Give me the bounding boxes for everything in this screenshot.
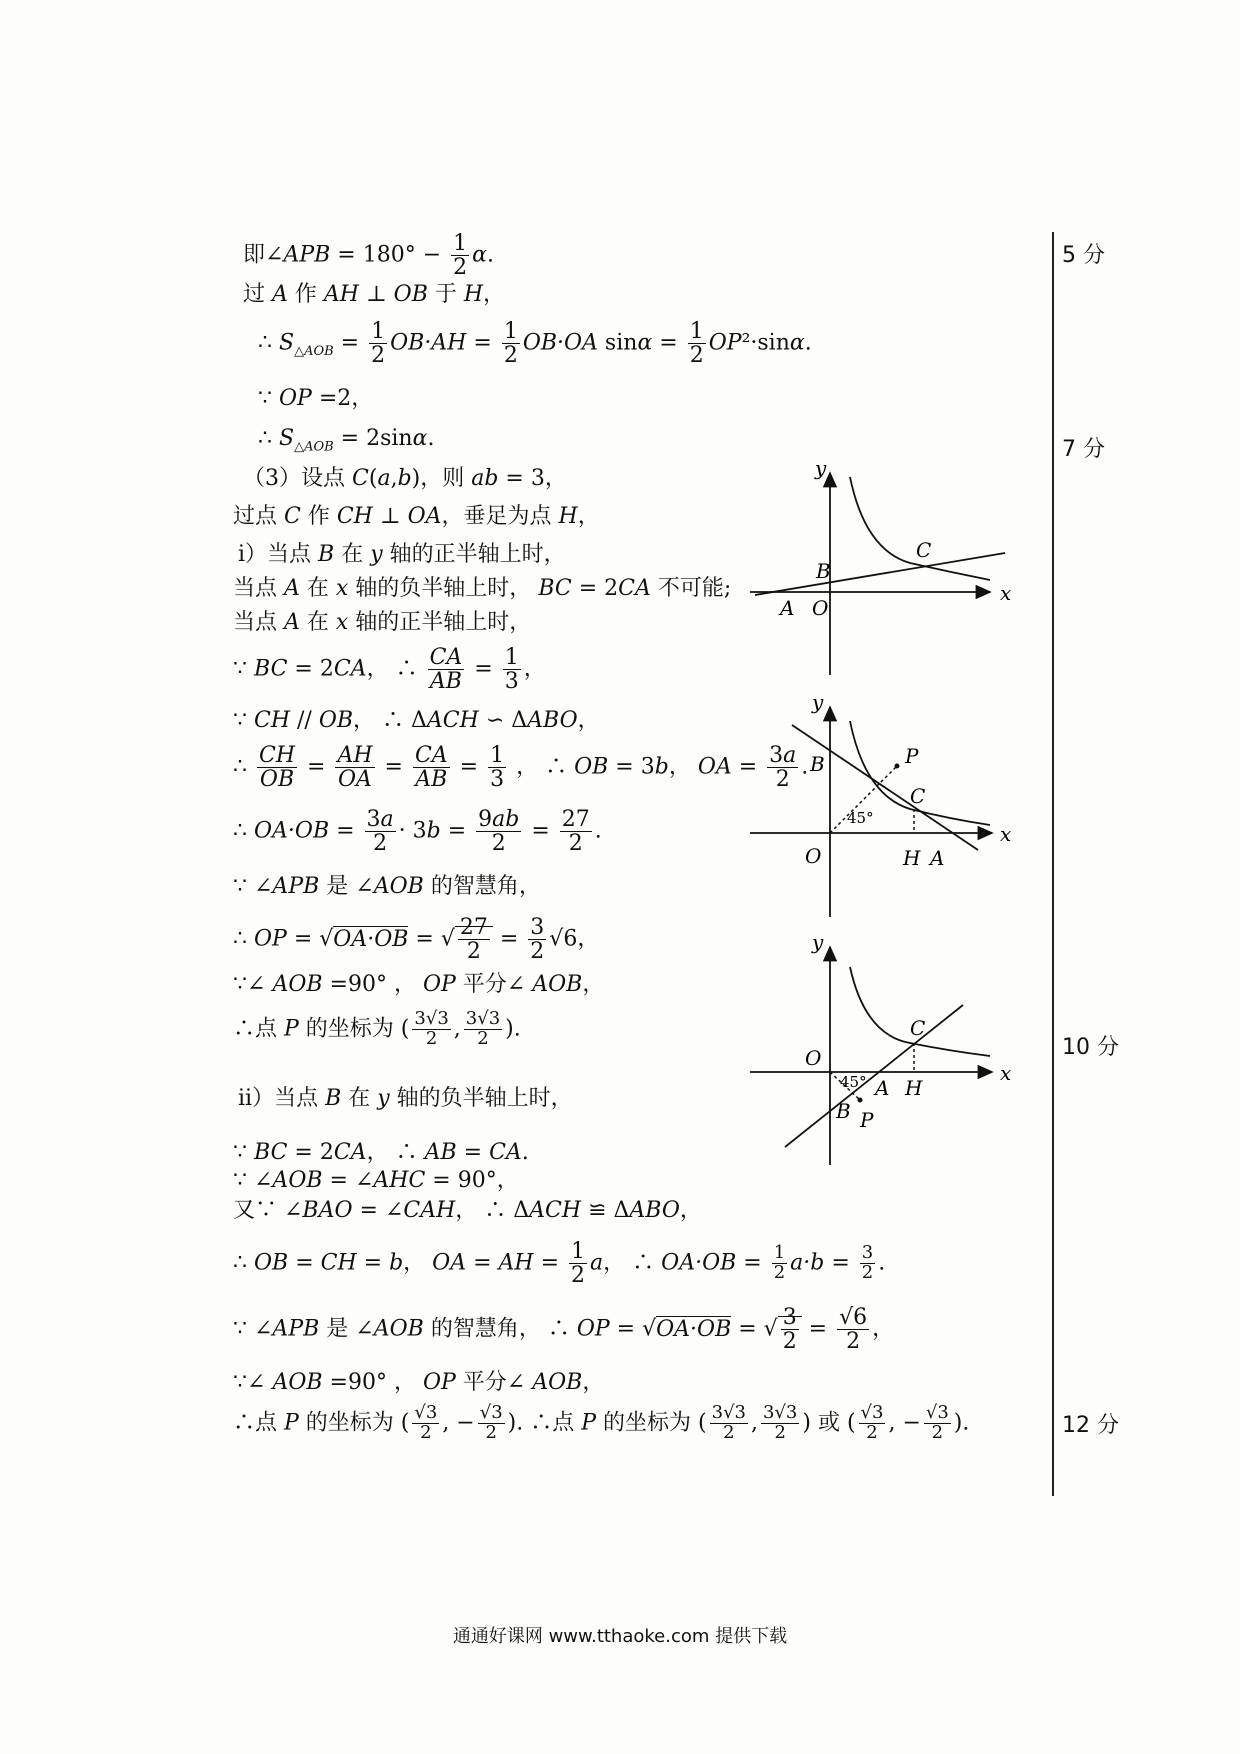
line-12: ∵ CH // OB， ∴ ΔACH ∽ ΔABO， [233, 708, 600, 733]
fig1-label-C: C [916, 538, 932, 562]
line-25: ∵∠ AOB =90° ， OP 平分∠ AOB， [233, 1370, 605, 1395]
line-14: ∴ OA·OB = $\frac{3a}{2}$ · 3b = $\frac{9ab}{2}$ = $\frac{27}{2}$ . [233, 807, 602, 857]
score-10: 10 分 [1062, 1035, 1119, 1060]
line-8: ⅰ）当点 B 在 y 轴的正半轴上时， [238, 542, 566, 567]
score-7: 7 分 [1062, 437, 1105, 462]
line-13: ∴ $\frac{CH}{OB}$ = $\frac{AH}{OA}$ = $\frac{CA}{AB}$ = $\frac{1}{3}$ ， ∴ OB = 3b， OA = $\frac{3a}{2}$ . [233, 743, 809, 793]
line-4: ∵ OP =2， [258, 386, 374, 411]
fig1-label-x: x [1000, 581, 1012, 605]
figure-3 [750, 930, 1020, 1170]
fig2-label-B: B [810, 752, 825, 776]
line-17: ∵∠ AOB =90° ， OP 平分∠ AOB， [233, 972, 605, 997]
line-21: ∵ ∠AOB = ∠AHC = 90°， [233, 1168, 519, 1193]
fig3-label-H: H [905, 1076, 923, 1100]
figure-2 [750, 690, 1020, 925]
fig3-label-x: x [1000, 1061, 1012, 1085]
line-2: 过 A 作 AH ⊥ OB 于 H， [243, 282, 506, 307]
line-18: ∴点 P 的坐标为 ( $\frac{3√3}{2}$ , $\frac{3√3}{2}$ ). [233, 1008, 521, 1049]
score-divider [1052, 232, 1054, 1496]
line-1: 即∠APB = 180° − $\frac{1}{2}$ α. [243, 231, 495, 281]
fig2-label-x: x [1000, 822, 1012, 846]
fig3-label-y: y [812, 930, 824, 954]
fig2-label-y: y [812, 690, 824, 714]
fig1-label-A: A [780, 596, 795, 620]
fig3-label-angle: 45° [840, 1073, 867, 1091]
line-9: 当点 A 在 x 轴的负半轴上时， BC = 2CA 不可能; [233, 576, 732, 601]
line-3: ∴ $S_{\triangle AOB}$ = $\frac{1}{2}$ OB·AH = $\frac{1}{2}$ OB·OA sinα = $\frac{1}{2}$ OP²·sinα. [258, 319, 812, 369]
fig3-label-O: O [805, 1046, 822, 1070]
line-7: 过点 C 作 CH ⊥ OA，垂足为点 H， [233, 504, 600, 529]
line-16: ∴ OP = √OA·OB = √ $\frac{27}{2}$ = $\frac{3}{2}$ √6， [233, 915, 600, 965]
fig3-label-C: C [910, 1016, 926, 1040]
line-23: ∴ OB = CH = b， OA = AH = $\frac{1}{2}$ a， ∴ OA·OB = $\frac{1}{2}$ a·b = $\frac{3}{2}$ . [233, 1239, 886, 1289]
fig3-label-B: B [836, 1099, 851, 1123]
fig2-label-angle: 45° [847, 809, 874, 827]
line-20: ∵ BC = 2CA， ∴ AB = CA. [233, 1140, 529, 1165]
line-11: ∵ BC = 2CA， ∴ $\frac{CA}{AB}$ = $\frac{1}{3}$ ， [233, 645, 546, 695]
line-6: （3）设点 C(a,b)，则 ab = 3， [243, 466, 567, 491]
figure-1 [750, 455, 1020, 685]
score-12: 12 分 [1062, 1413, 1119, 1438]
fig2-label-P: P [905, 744, 919, 768]
fig3-label-P: P [860, 1108, 874, 1132]
fig2-label-O: O [805, 844, 822, 868]
line-24: ∵ ∠APB 是 ∠AOB 的智慧角， ∴ OP = √OA·OB = √ $\frac{3}{2}$ = $\frac{√6}{2}$ ， [233, 1305, 895, 1355]
fig1-label-B: B [816, 559, 831, 583]
line-10: 当点 A 在 x 轴的正半轴上时， [233, 610, 532, 635]
line-22: 又∵ ∠BAO = ∠CAH， ∴ ΔACH ≌ ΔABO， [233, 1198, 702, 1223]
line-15: ∵ ∠APB 是 ∠AOB 的智慧角， [233, 874, 541, 899]
fig3-label-A: A [875, 1076, 890, 1100]
score-5: 5 分 [1062, 243, 1105, 268]
fig2-label-A: A [930, 846, 945, 870]
page-footer: 通通好课网 www.tthaoke.com 提供下载 [452, 1626, 788, 1647]
fig2-label-H: H [903, 846, 921, 870]
fig1-label-y: y [815, 456, 827, 480]
fig1-label-O: O [812, 596, 829, 620]
fig2-label-C: C [910, 784, 926, 808]
line-19: ⅱ）当点 B 在 y 轴的负半轴上时， [238, 1086, 573, 1111]
line-26: ∴点 P 的坐标为 ( $\frac{√3}{2}$ , − $\frac{√3}{2}$ ). ∴点 P 的坐标为 ( $\frac{3√3}{2}$ , $\frac{3√3}{2}$ ) 或 ( $\frac{√3}{2}$ , − $\frac{√3}{2}$ ). [233, 1402, 970, 1443]
line-5: ∴ $S_{\triangle AOB} = 2\sin\alpha$. [258, 426, 435, 455]
